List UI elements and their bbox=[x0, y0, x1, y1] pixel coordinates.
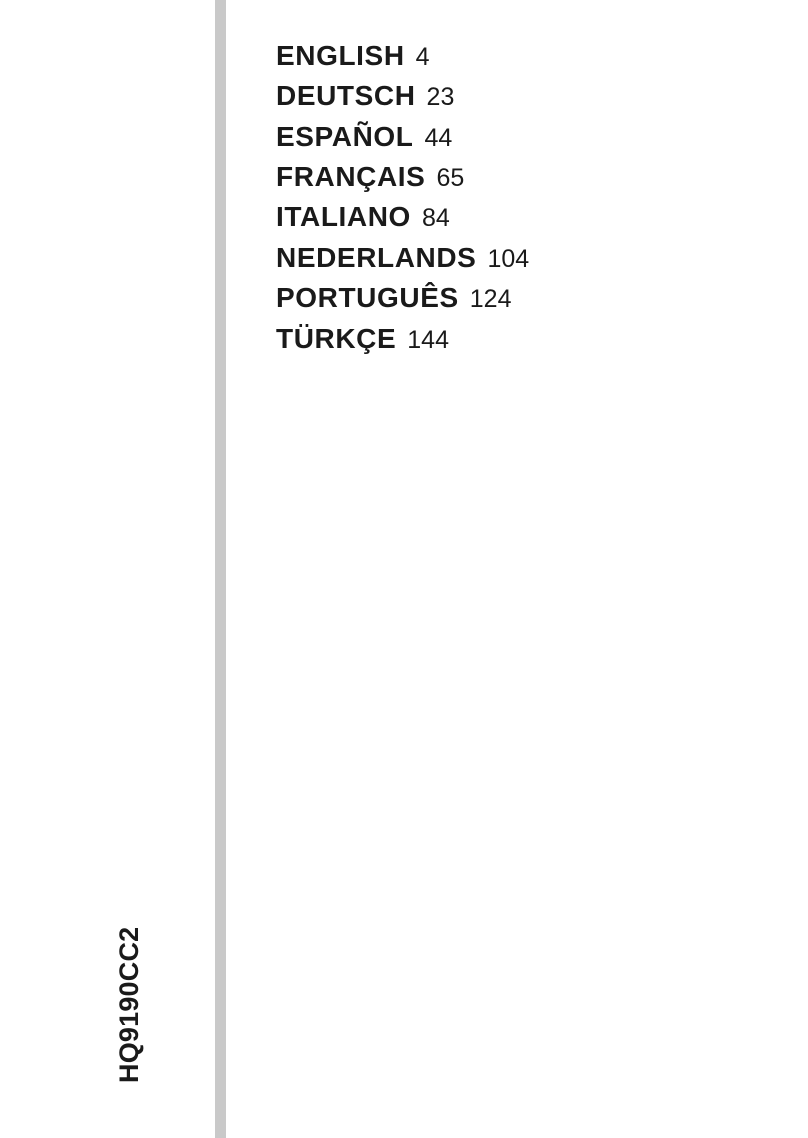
page-number: 65 bbox=[436, 164, 465, 193]
page-number: 4 bbox=[415, 43, 430, 71]
list-item bbox=[276, 201, 736, 232]
language-name: NEDERLANDS bbox=[276, 241, 477, 273]
list-item bbox=[276, 80, 736, 111]
list-item bbox=[276, 40, 736, 71]
spine-rule bbox=[215, 0, 226, 1138]
page-number: 124 bbox=[469, 285, 512, 314]
language-name: ITALIANO bbox=[276, 201, 411, 233]
page-number: 104 bbox=[487, 244, 530, 273]
list-item bbox=[276, 242, 736, 273]
language-name: ENGLISH bbox=[276, 40, 405, 71]
language-name: DEUTSCH bbox=[276, 80, 416, 112]
language-contents-list bbox=[276, 40, 736, 363]
page-number: 84 bbox=[421, 204, 450, 233]
language-name: ESPAÑOL bbox=[276, 120, 414, 152]
list-item bbox=[276, 121, 736, 152]
page-number: 23 bbox=[426, 83, 455, 112]
page-number: 144 bbox=[407, 325, 449, 354]
language-name: TÜRKÇE bbox=[276, 322, 397, 354]
language-name: PORTUGUÊS bbox=[276, 282, 459, 314]
list-item bbox=[276, 161, 736, 192]
list-item bbox=[276, 282, 736, 313]
list-item bbox=[276, 323, 736, 354]
model-code: HQ9190CC2 bbox=[114, 926, 144, 1083]
language-name: FRANÇAIS bbox=[276, 161, 426, 193]
page-number: 44 bbox=[424, 123, 453, 152]
